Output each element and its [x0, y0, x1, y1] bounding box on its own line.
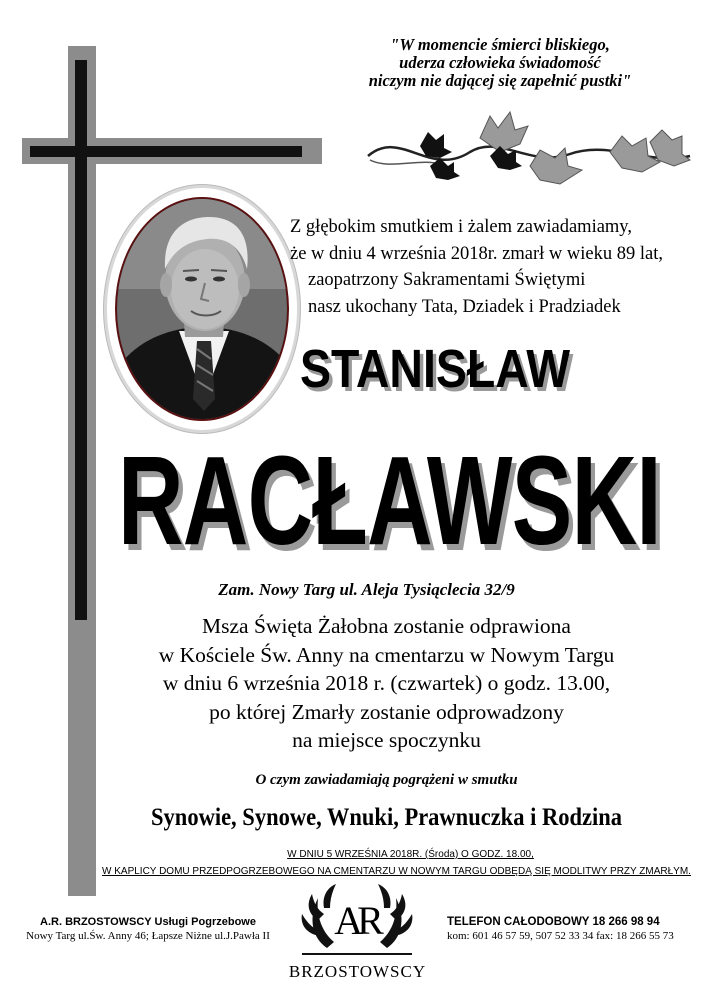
family-names: Synowie, Synowe, Wnuki, Prawnuczka i Rodzina [151, 804, 622, 831]
portrait-photo [115, 197, 289, 421]
funeral-home-address: Nowy Targ ul.Św. Anny 46; Łapsze Niżne ul.J.Pawła II [26, 930, 270, 942]
prayer-notice [80, 846, 713, 880]
logo-letters: AR [334, 898, 378, 943]
deceased-last-name: RACŁAWSKI [118, 430, 661, 571]
mourners-notice: O czym zawiadamiają pogrążeni w smutku [255, 772, 518, 788]
contact-numbers: kom: 601 46 57 59, 507 52 33 34 fax: 18 266 55 73 [447, 930, 674, 942]
quote-line: uderza człowieka świadomość [399, 53, 601, 72]
funeral-home-info [18, 915, 278, 943]
cross-vertical-bar [75, 60, 87, 620]
logo-name: BRZOSTOWSCY [288, 962, 427, 981]
mass-line: w Kościele Św. Anny na cmentarzu w Nowym Targu [158, 642, 615, 667]
mass-line: po której Zmarły zostanie odprowadzony [209, 699, 564, 724]
mass-line: Msza Święta Żałobna zostanie odprawiona [202, 614, 571, 638]
intro-line: Z głębokim smutkiem i żalem zawiadamiamy, [290, 217, 632, 237]
intro-line: że w dniu 4 września 2018r. zmarł w wieku 89 lat, [290, 243, 663, 264]
deceased-address: Zam. Nowy Targ ul. Aleja Tysiąclecia 32/9 [218, 580, 515, 599]
announcement-intro [290, 214, 663, 320]
mass-line: na miejsce spoczynku [292, 728, 481, 752]
funeral-home-name: A.R. BRZOSTOWSCY Usługi Pogrzebowe [40, 916, 256, 928]
epitaph-quote [330, 36, 670, 90]
quote-line: niczym nie dającej się zapełnić pustki" [368, 71, 632, 90]
funeral-home-contacts [447, 915, 707, 943]
funeral-mass-info [60, 612, 713, 755]
prayer-line: W DNIU 5 WRZEŚNIA 2018R. (Środa) O GODZ. 18.00, [287, 849, 534, 860]
prayer-line: W KAPLICY DOMU PRZEDPOGRZEBOWEGO NA CMENTARZU W NOWYM TARGU ODBĘDĄ SIĘ MODLITWY PRZY ZMARŁYM. [102, 866, 691, 877]
cross-horizontal-bar [30, 146, 302, 157]
mass-line: w dniu 6 września 2018 r. (czwartek) o godz. 13.00, [162, 671, 611, 695]
quote-line: "W momencie śmierci bliskiego, [390, 35, 610, 54]
intro-line: nasz ukochany Tata, Dziadek i Pradziadek [308, 296, 621, 317]
deceased-first-name: STANISŁAW [300, 339, 571, 399]
ivy-leaves-ornament [360, 108, 695, 198]
phone-number: TELEFON CAŁODOBOWY 18 266 98 94 [447, 916, 660, 928]
intro-line: zaopatrzony Sakramentami Świętymi [308, 270, 586, 290]
